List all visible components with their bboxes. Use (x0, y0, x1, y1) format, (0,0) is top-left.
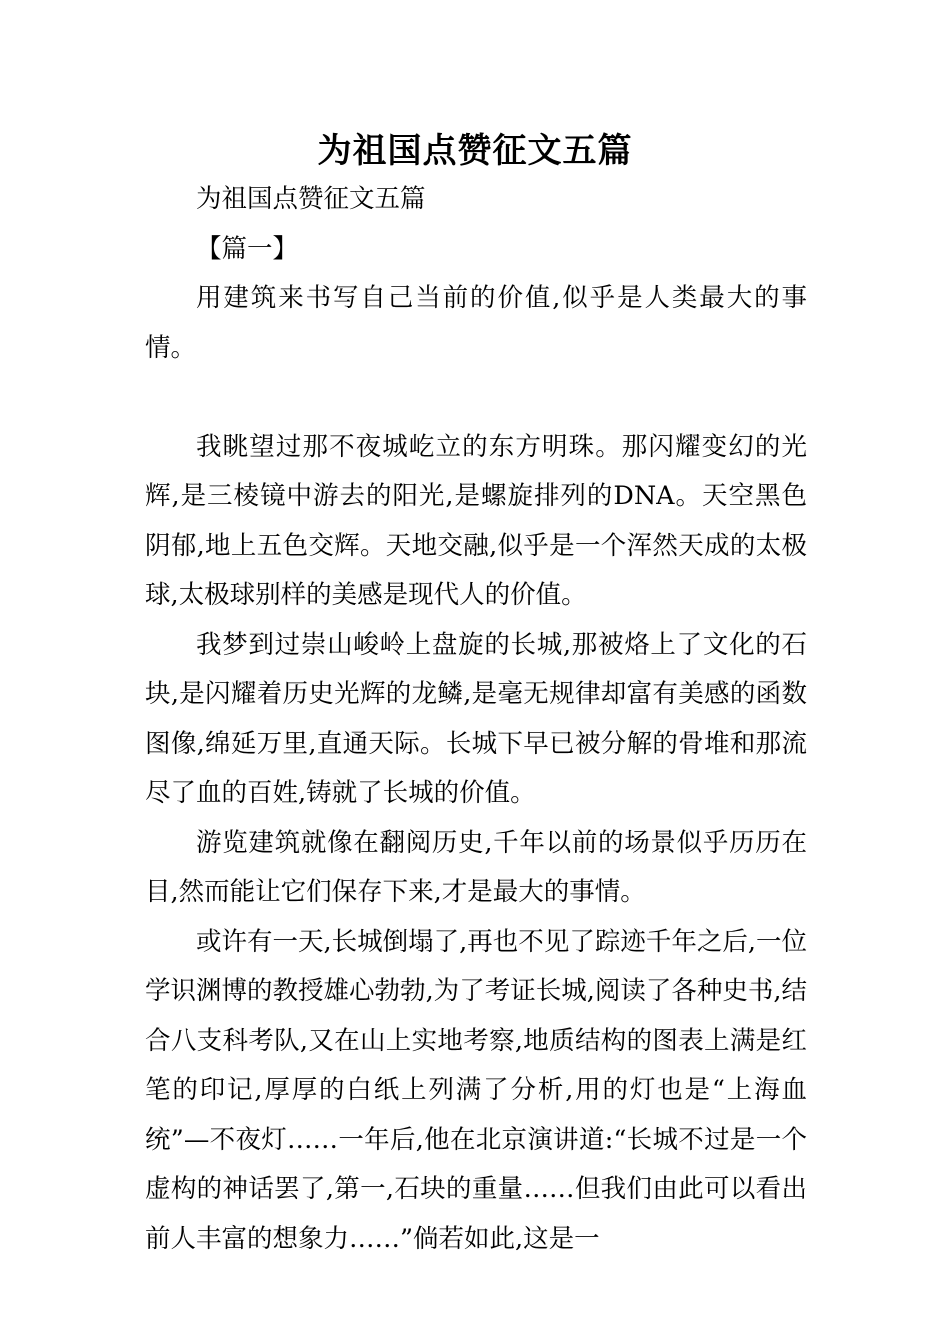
body-paragraph: 或许有一天,长城倒塌了,再也不见了踪迹千年之后,一位学识渊博的教授雄心勃勃,为了考证长城,阅读了各种史书,结合八支科考队,又在山上实地考察,地质结构的图表上满是红笔的印记,厚厚的白纸上列满了分析,用的灯也是“上海血统”—不夜灯……一年后,他在北京演讲道:“长城不过是一个虚构的神话罢了,第一,石块的重量……但我们由此可以看出前人丰富的想象力……”倘若如此,这是一 (145, 926, 807, 1254)
body-paragraph: 我梦到过崇山峻岭上盘旋的长城,那被烙上了文化的石块,是闪耀着历史光辉的龙鳞,是毫无规律却富有美感的函数图像,绵延万里,直通天际。长城下早已被分解的骨堆和那流尽了血的百姓,铸就了长城的价值。 (145, 629, 807, 808)
document-title: 为祖国点赞征文五篇 (317, 131, 633, 171)
body-paragraph: 我眺望过那不夜城屹立的东方明珠。那闪耀变幻的光辉,是三棱镜中游去的阳光,是螺旋排列的DNA。天空黑色阴郁,地上五色交辉。天地交融,似乎是一个浑然天成的太极球,太极球别样的美感是现代人的价值。 (145, 431, 807, 610)
body-paragraph: 用建筑来书写自己当前的价值,似乎是人类最大的事情。 (145, 283, 807, 363)
section-heading: 【篇一】 (196, 233, 299, 264)
subtitle-paragraph: 为祖国点赞征文五篇 (196, 184, 426, 214)
document-body (145, 175, 807, 1264)
body-paragraph: 游览建筑就像在翻阅历史,千年以前的场景似乎历历在目,然而能让它们保存下来,才是最大的事情。 (145, 827, 807, 907)
